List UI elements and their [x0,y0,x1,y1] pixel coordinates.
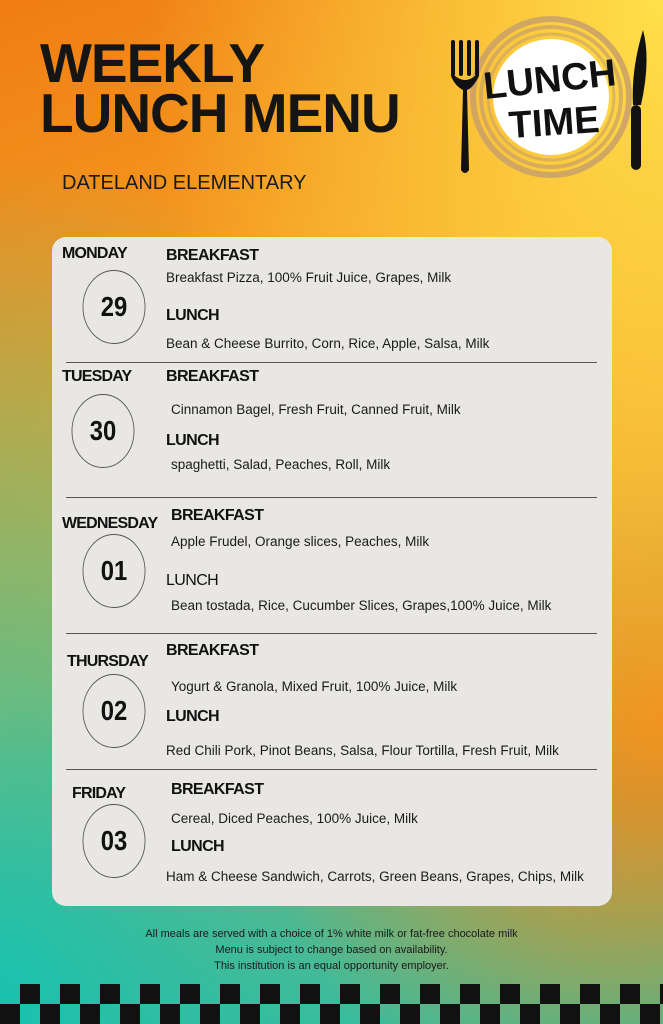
footer-line-1: All meals are served with a choice of 1% white milk or fat-free chocolate milk [145,928,518,940]
lunch-items: Red Chili Pork, Pinot Beans, Salsa, Flour Tortilla, Fresh Fruit, Milk [166,743,559,758]
breakfast-items: Cinnamon Bagel, Fresh Fruit, Canned Fruit, Milk [171,402,461,417]
day-name: WEDNESDAY [62,515,158,532]
logo-line-1: LUNCH [481,52,619,108]
page-title [40,32,400,144]
date-circle: 02 [83,674,146,748]
lunch-items: spaghetti, Salad, Peaches, Roll, Milk [171,457,391,472]
school-name: DATELAND ELEMENTARY [62,172,307,194]
lunch-heading: LUNCH [166,708,219,725]
lunch-heading: LUNCH [166,432,219,449]
date-circle: 03 [83,804,146,878]
logo-line-2: TIME [507,98,601,148]
lunch-items: Bean & Cheese Burrito, Corn, Rice, Apple, Salsa, Milk [166,336,490,351]
lunch-time-logo [445,10,655,185]
breakfast-heading: BREAKFAST [166,642,259,659]
date-circle: 30 [72,394,135,468]
day-name: TUESDAY [62,368,132,385]
menu-card [52,237,612,906]
breakfast-heading: BREAKFAST [166,247,259,264]
footer-notes [0,926,663,974]
title-line-1: WEEKLY [40,32,265,94]
day-name: FRIDAY [72,785,126,802]
divider [66,633,597,634]
date-circle: 29 [83,270,146,344]
lunch-heading: LUNCH [171,838,224,855]
breakfast-items: Cereal, Diced Peaches, 100% Juice, Milk [171,811,418,826]
divider [66,769,597,770]
checkered-border [0,984,663,1024]
date-circle: 01 [83,534,146,608]
lunch-heading: LUNCH [166,572,219,589]
breakfast-items: Breakfast Pizza, 100% Fruit Juice, Grapes, Milk [166,270,452,285]
breakfast-items: Yogurt & Granola, Mixed Fruit, 100% Juice, Milk [171,679,458,694]
day-name: THURSDAY [67,653,149,670]
footer-line-3: This institution is an equal opportunity employer. [214,960,449,972]
divider [66,497,597,498]
breakfast-heading: BREAKFAST [166,368,259,385]
breakfast-items: Apple Frudel, Orange slices, Peaches, Milk [171,534,430,549]
title-line-2: LUNCH MENU [40,82,400,144]
lunch-items: Ham & Cheese Sandwich, Carrots, Green Beans, Grapes, Chips, Milk [166,869,584,884]
divider [66,362,597,363]
lunch-heading: LUNCH [166,307,219,324]
day-name: MONDAY [62,245,127,262]
footer-line-2: Menu is subject to change based on availability. [215,944,448,956]
breakfast-heading: BREAKFAST [171,781,264,798]
lunch-items: Bean tostada, Rice, Cucumber Slices, Grapes,100% Juice, Milk [171,598,552,613]
knife-icon [631,30,647,170]
breakfast-heading: BREAKFAST [171,507,264,524]
